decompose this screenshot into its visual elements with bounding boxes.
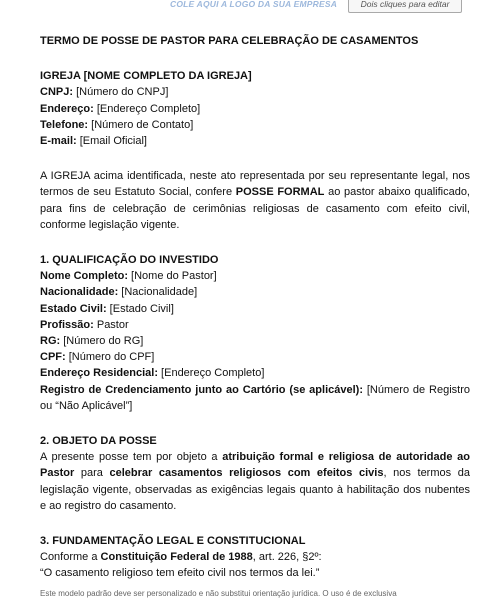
field-value: [Estado Civil] bbox=[106, 302, 174, 315]
intro-text-1: A IGREJA acima identificada, neste ato representada por seu representante legal, nos termos de seu Estatuto Social, confere bbox=[40, 170, 470, 199]
section-qualification bbox=[40, 252, 470, 414]
field-label: CPF: bbox=[40, 351, 66, 364]
field-value: [Número de Registro ou “Não Aplicável”] bbox=[40, 383, 471, 412]
section-2-text-2: para bbox=[74, 467, 110, 480]
field-value: [Número do CPF] bbox=[65, 351, 155, 364]
church-block bbox=[40, 68, 470, 149]
email-label: E-mail: bbox=[40, 135, 77, 148]
qualification-field bbox=[40, 382, 470, 414]
qualification-field bbox=[40, 284, 470, 300]
footer-disclaimer: Este modelo padrão deve ser personalizado e não substitui orientação jurídica. O uso é de exclusiva bbox=[40, 589, 397, 598]
section-3-text-2: , art. 226, §2º: bbox=[252, 551, 322, 564]
edit-hint-button[interactable]: Dois cliques para editar bbox=[348, 0, 462, 13]
section-2-text-1: A presente posse tem por objeto a bbox=[40, 451, 223, 464]
address-value: [Endereço Completo] bbox=[93, 102, 201, 115]
section-3-text-1: Conforme a bbox=[40, 551, 101, 564]
cnpj-value: [Número do CNPJ] bbox=[73, 86, 169, 99]
qualification-field bbox=[40, 349, 470, 365]
section-3-line bbox=[40, 549, 470, 565]
phone-value: [Número de Contato] bbox=[88, 118, 194, 131]
address-field bbox=[40, 101, 470, 117]
section-3-quote: “O casamento religioso tem efeito civil nos termos da lei.” bbox=[40, 567, 320, 580]
field-label: Registro de Credenciamento junto ao Cartório (se aplicável): bbox=[40, 383, 363, 396]
address-label: Endereço: bbox=[40, 102, 94, 115]
field-label: Nacionalidade: bbox=[40, 286, 119, 299]
document-top-bar bbox=[0, 0, 500, 16]
section-2-text-3: , nos termos da legislação vigente, observadas as exigências legais quanto à habilitação dos nubentes e ao registro do casamento. bbox=[40, 467, 470, 512]
email-value: [Email Oficial] bbox=[76, 135, 147, 148]
field-value: [Nome do Pastor] bbox=[128, 270, 217, 283]
qualification-field bbox=[40, 301, 470, 317]
logo-placeholder[interactable]: COLE AQUI A LOGO DA SUA EMPRESA bbox=[170, 0, 338, 9]
field-label: RG: bbox=[40, 335, 61, 348]
qualification-field bbox=[40, 333, 470, 349]
qualification-field bbox=[40, 317, 470, 333]
document-title: TERMO DE POSSE DE PASTOR PARA CELEBRAÇÃO DE CASAMENTOS bbox=[40, 35, 419, 47]
section-2-title: 2. OBJETO DA POSSE bbox=[40, 435, 157, 448]
cnpj-field bbox=[40, 84, 470, 100]
section-3-bold: Constituição Federal de 1988 bbox=[100, 551, 253, 564]
document-page bbox=[40, 33, 470, 582]
intro-bold: POSSE FORMAL bbox=[235, 186, 325, 199]
section-3-title: 3. FUNDAMENTAÇÃO LEGAL E CONSTITUCIONAL bbox=[40, 535, 306, 548]
field-label: Endereço Residencial: bbox=[40, 367, 158, 380]
field-label: Nome Completo: bbox=[40, 270, 128, 283]
section-1-title: 1. QUALIFICAÇÃO DO INVESTIDO bbox=[40, 254, 219, 267]
intro-paragraph bbox=[40, 168, 470, 233]
phone-label: Telefone: bbox=[40, 118, 89, 131]
cnpj-label: CNPJ: bbox=[40, 86, 74, 99]
email-field bbox=[40, 133, 470, 149]
section-2-bold-2: celebrar casamentos religiosos com efeitos civis bbox=[109, 467, 384, 480]
field-label: Estado Civil: bbox=[40, 302, 107, 315]
church-name: IGREJA [NOME COMPLETO DA IGREJA] bbox=[40, 70, 252, 83]
qualification-field bbox=[40, 365, 470, 381]
field-value: [Número do RG] bbox=[60, 335, 144, 348]
field-value: Pastor bbox=[93, 318, 129, 331]
qualification-field bbox=[40, 268, 470, 284]
intro-text-2: ao pastor abaixo qualificado, para fins de celebração de cerimônias religiosas de casamento com efeito civil, conforme legislação vigente. bbox=[40, 186, 470, 231]
section-2-paragraph bbox=[40, 449, 470, 514]
section-legal-basis bbox=[40, 533, 470, 582]
field-value: [Nacionalidade] bbox=[118, 286, 198, 299]
field-label: Profissão: bbox=[40, 318, 94, 331]
field-value: [Endereço Completo] bbox=[158, 367, 265, 380]
section-object bbox=[40, 433, 470, 514]
section-2-bold-1: atribuição formal e religiosa de autoridade ao Pastor bbox=[40, 451, 471, 480]
phone-field bbox=[40, 117, 470, 133]
